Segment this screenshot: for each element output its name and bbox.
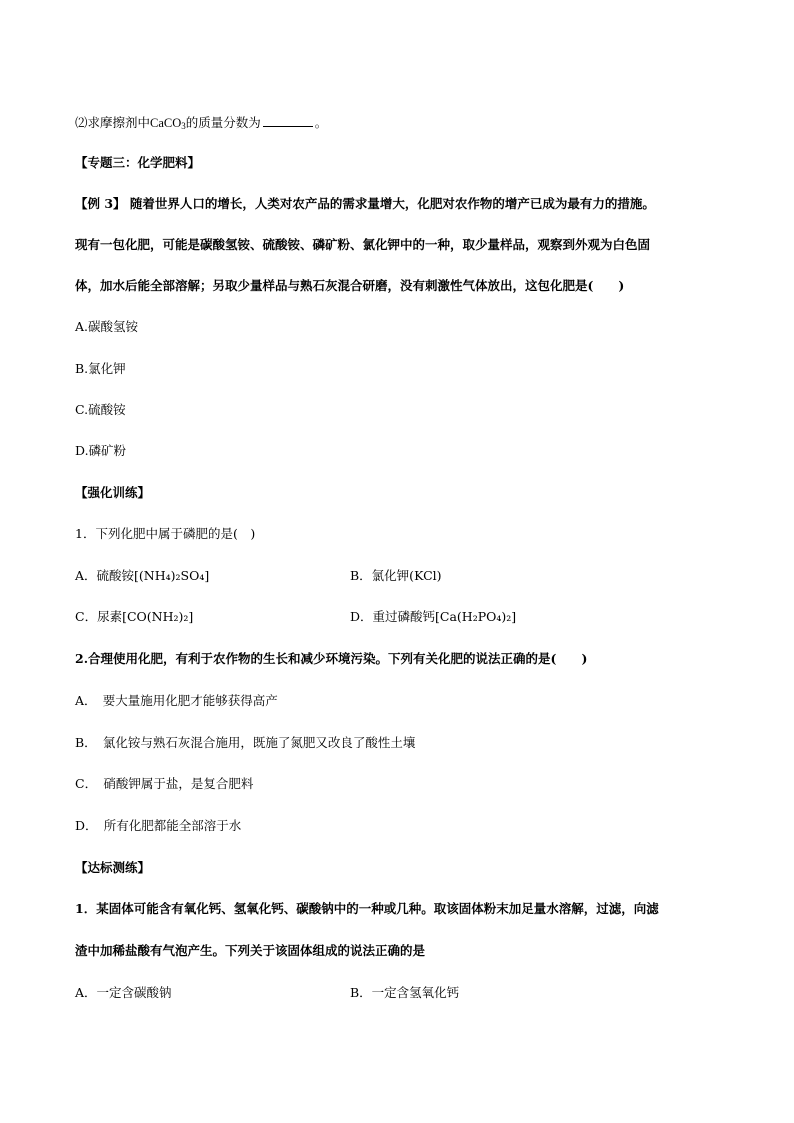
reinforce-q1-stem: 1．下列化肥中属于磷肥的是( ) bbox=[75, 526, 256, 541]
question-2-text bbox=[75, 114, 327, 134]
standard-q1-line-1: 1．某固体可能含有氧化钙、氢氧化钙、碳酸钠中的一种或几种。取该固体粉末加足量水溶解，过滤，向滤 bbox=[75, 901, 659, 916]
reinforce-q2-option-d: D． 所有化肥都能全部溶于水 bbox=[75, 818, 242, 833]
q2-suffix: 的质量分数为 bbox=[185, 115, 261, 130]
example-3-line-3: 体，加水后能全部溶解；另取少量样品与熟石灰混合研磨，没有刺激性气体放出，这包化肥是( ) bbox=[75, 278, 625, 293]
standard-q1-option-b: B．一定含氢氧化钙 bbox=[350, 985, 460, 1000]
example-3-option-a: A.碳酸氢铵 bbox=[75, 319, 139, 334]
section-3-title: 【专题三：化学肥料】 bbox=[75, 155, 201, 170]
reinforce-q2-option-a: A． 要大量施用化肥才能够获得高产 bbox=[75, 693, 278, 708]
example-3-option-b: B.氯化钾 bbox=[75, 361, 126, 376]
reinforce-q1-option-d: D．重过磷酸钙[Ca(H₂PO₄)₂] bbox=[350, 609, 517, 624]
q2-period: 。 bbox=[314, 115, 328, 130]
example-3-option-d: D.磷矿粉 bbox=[75, 443, 127, 458]
reinforce-q2-stem: 2.合理使用化肥，有利于农作物的生长和减少环境污染。下列有关化肥的说法正确的是( ) bbox=[75, 651, 588, 666]
reinforce-q1-option-c: C．尿素[CO(NH₂)₂] bbox=[75, 609, 194, 624]
reinforce-q2-option-c: C． 硝酸钾属于盐，是复合肥料 bbox=[75, 776, 254, 791]
reinforce-title: 【强化训练】 bbox=[75, 485, 151, 500]
caco3-subscript: 3 bbox=[181, 121, 186, 131]
standard-q1-line-2: 渣中加稀盐酸有气泡产生。下列关于该固体组成的说法正确的是 bbox=[75, 943, 426, 958]
example-3-line-2: 现有一包化肥，可能是碳酸氢铵、硫酸铵、磷矿粉、氯化钾中的一种，取少量样品，观察到外观为白色固 bbox=[75, 237, 651, 252]
caco3-formula bbox=[150, 116, 186, 130]
caco3-main: CaCO bbox=[150, 116, 182, 130]
reinforce-q1-option-a: A．硫酸铵[(NH₄)₂SO₄] bbox=[75, 568, 210, 583]
standard-q1-option-a: A．一定含碳酸钠 bbox=[75, 985, 172, 1000]
example-3-option-c: C.硫酸铵 bbox=[75, 402, 126, 417]
q2-prefix: ⑵求摩擦剂中 bbox=[75, 115, 151, 130]
standard-title: 【达标测练】 bbox=[75, 860, 151, 875]
answer-blank[interactable] bbox=[263, 114, 313, 127]
reinforce-q2-option-b: B． 氯化铵与熟石灰混合施用，既施了氮肥又改良了酸性土壤 bbox=[75, 735, 416, 750]
reinforce-q1-option-b: B．氯化钾(KCl) bbox=[350, 568, 442, 583]
example-3-line-1: 【例 3】 随着世界人口的增长，人类对农产品的需求量增大，化肥对农作物的增产已成为最有力的措施。 bbox=[75, 196, 655, 211]
